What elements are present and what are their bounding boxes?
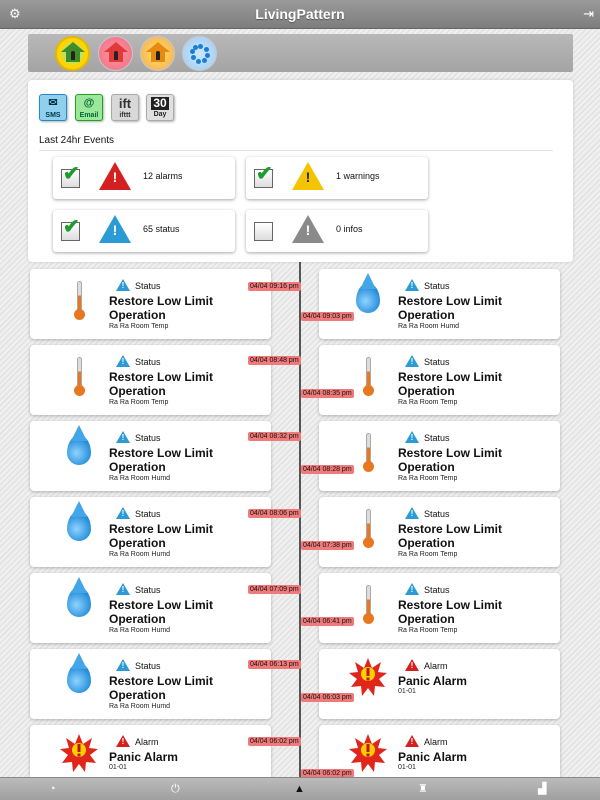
event-type: Status: [424, 585, 450, 595]
event-title: Restore Low Limit Operation: [398, 294, 503, 322]
status-icon: !: [116, 507, 130, 519]
event-timestamp: 04/04 08:32 pm: [250, 433, 299, 440]
event-type: Status: [424, 509, 450, 519]
alarm-icon: !: [405, 735, 419, 747]
event-type: Alarm: [424, 737, 448, 747]
event-timestamp: 04/04 08:35 pm: [303, 390, 352, 397]
event-source: Ra Ra Room Humd: [398, 323, 460, 330]
status-checkbox[interactable]: [61, 216, 80, 241]
event-title: Restore Low Limit Operation: [109, 370, 214, 398]
event-source: Ra Ra Room Temp: [109, 399, 169, 406]
water-drop-icon: [67, 587, 91, 617]
bottom-nav: [0, 777, 600, 800]
event-timestamp: 04/04 07:38 pm: [303, 542, 352, 549]
event-card[interactable]: [319, 573, 560, 643]
dashboard-icon[interactable]: ◔: [49, 783, 56, 795]
event-title: Restore Low Limit Operation: [109, 598, 214, 626]
ifttt-icon: ift: [118, 96, 132, 111]
event-timestamp: 04/04 08:48 pm: [250, 357, 299, 364]
alarm-icon: !: [116, 735, 130, 747]
day-button[interactable]: 30 Day: [146, 94, 174, 121]
event-source: Ra Ra Room Temp: [398, 551, 458, 558]
event-card[interactable]: [30, 649, 271, 719]
divider: [39, 150, 553, 151]
ifttt-button[interactable]: ift ifttt: [111, 94, 139, 121]
away-mode-button[interactable]: [98, 36, 133, 71]
app-title: LivingPattern: [255, 6, 345, 22]
timeline-line: [299, 262, 301, 782]
status-icon: !: [405, 431, 419, 443]
event-card[interactable]: [30, 573, 271, 643]
home-mode-button[interactable]: [55, 36, 90, 71]
warnings-count: 1 warnings: [336, 171, 380, 181]
event-source: Ra Ra Room Temp: [109, 323, 169, 330]
events-summary-card: [28, 80, 573, 262]
panic-burst-icon: [59, 733, 99, 773]
status-icon: !: [116, 583, 130, 595]
infos-filter[interactable]: ! 0 infos: [246, 210, 428, 252]
event-source: Ra Ra Room Temp: [398, 627, 458, 634]
status-icon: !: [116, 279, 130, 291]
alarms-count: 12 alarms: [143, 171, 183, 181]
calendar-icon: 30: [151, 97, 169, 110]
thermometer-icon: [364, 433, 372, 471]
checkmark-icon: ✔: [63, 216, 80, 238]
checkmark-icon: ✔: [256, 163, 273, 185]
event-type: Status: [135, 433, 161, 443]
event-title: Panic Alarm: [398, 674, 467, 688]
event-type: Status: [135, 661, 161, 671]
event-timestamp: 04/04 06:02 pm: [250, 738, 299, 745]
water-drop-icon: [67, 435, 91, 465]
event-title: Restore Low Limit Operation: [398, 370, 503, 398]
panic-burst-icon: [348, 733, 388, 773]
event-card[interactable]: [319, 269, 560, 339]
chart-icon[interactable]: ▟: [538, 783, 547, 795]
event-timestamp: 04/04 08:28 pm: [303, 466, 352, 473]
status-icon: !: [405, 279, 419, 291]
event-timestamp: 04/04 06:13 pm: [250, 661, 299, 668]
status-icon: !: [405, 583, 419, 595]
event-card[interactable]: [319, 497, 560, 567]
event-type: Status: [424, 433, 450, 443]
alarms-checkbox[interactable]: [61, 163, 80, 188]
event-title: Panic Alarm: [398, 750, 467, 764]
event-timestamp: 04/04 06:41 pm: [303, 618, 352, 625]
event-source: 01-01: [398, 764, 416, 771]
event-source: 01-01: [109, 764, 127, 771]
alarms-filter[interactable]: ✔ ! 12 alarms: [53, 157, 235, 199]
mode-selector: [28, 34, 573, 72]
sleep-mode-button[interactable]: [140, 36, 175, 71]
event-type: Alarm: [135, 737, 159, 747]
top-bar: [0, 0, 600, 29]
event-timestamp: 04/04 06:02 pm: [303, 770, 352, 777]
event-title: Restore Low Limit Operation: [109, 674, 214, 702]
event-timestamp: 04/04 07:09 pm: [250, 586, 299, 593]
event-source: Ra Ra Room Humd: [109, 703, 171, 710]
water-drop-icon: [67, 511, 91, 541]
email-icon: @: [83, 97, 95, 109]
water-drop-icon: [67, 663, 91, 693]
warnings-filter[interactable]: ✔ ! 1 warnings: [246, 157, 428, 199]
water-drop-icon: [356, 283, 380, 313]
spinner-mode-button[interactable]: [182, 36, 217, 71]
event-source: Ra Ra Room Humd: [109, 627, 171, 634]
event-title: Restore Low Limit Operation: [109, 446, 214, 474]
email-button[interactable]: @ Email: [75, 94, 103, 121]
event-card[interactable]: [319, 421, 560, 491]
warnings-checkbox[interactable]: [254, 163, 273, 188]
event-timestamp: 04/04 09:16 pm: [250, 283, 299, 290]
alarm-icon: !: [405, 659, 419, 671]
event-source: Ra Ra Room Temp: [398, 399, 458, 406]
status-icon: !: [405, 507, 419, 519]
event-title: Restore Low Limit Operation: [109, 294, 214, 322]
panic-burst-icon: [348, 657, 388, 697]
event-source: Ra Ra Room Temp: [398, 475, 458, 482]
event-timestamp: 04/04 06:03 pm: [303, 694, 352, 701]
event-type: Status: [135, 509, 161, 519]
event-card[interactable]: [30, 421, 271, 491]
event-source: Ra Ra Room Humd: [109, 551, 171, 558]
event-type: Alarm: [424, 661, 448, 671]
events-heading: Last 24hr Events: [39, 135, 115, 146]
event-type: Status: [424, 281, 450, 291]
sms-button[interactable]: ✉ SMS: [39, 94, 67, 121]
event-card[interactable]: [30, 345, 271, 415]
event-title: Restore Low Limit Operation: [398, 598, 503, 626]
alerts-icon[interactable]: ▲: [294, 783, 305, 795]
power-icon[interactable]: ⏻: [171, 783, 180, 795]
infos-checkbox[interactable]: [254, 222, 273, 241]
event-card[interactable]: [319, 345, 560, 415]
thermometer-icon: [364, 357, 372, 395]
status-icon: !: [116, 659, 130, 671]
event-title: Panic Alarm: [109, 750, 178, 764]
infos-count: 0 infos: [336, 224, 363, 234]
gear-icon[interactable]: ⚙: [9, 6, 21, 21]
event-title: Restore Low Limit Operation: [398, 522, 503, 550]
status-icon: !: [405, 355, 419, 367]
status-icon: !: [116, 355, 130, 367]
event-type: Status: [424, 357, 450, 367]
thermometer-icon: [75, 357, 83, 395]
event-title: Restore Low Limit Operation: [109, 522, 214, 550]
thermometer-icon: [75, 281, 83, 319]
event-source: 01-01: [398, 688, 416, 695]
event-title: Restore Low Limit Operation: [398, 446, 503, 474]
logout-icon[interactable]: ⇥: [583, 6, 594, 21]
event-type: Status: [135, 357, 161, 367]
sleep-mode-icon: [148, 45, 168, 63]
event-card[interactable]: [30, 269, 271, 339]
thermometer-icon: [364, 509, 372, 547]
event-timestamp: 04/04 08:06 pm: [250, 510, 299, 517]
event-source: Ra Ra Room Humd: [109, 475, 171, 482]
spinner-icon: [190, 44, 210, 64]
event-type: Status: [135, 281, 161, 291]
fire-extinguisher-icon[interactable]: ♜: [418, 783, 428, 795]
event-type: Status: [135, 585, 161, 595]
status-filter[interactable]: ✔ ! 65 status: [53, 210, 235, 252]
status-icon: !: [116, 431, 130, 443]
event-card[interactable]: [30, 497, 271, 567]
home-mode-icon: [63, 45, 83, 63]
status-count: 65 status: [143, 224, 180, 234]
sms-icon: ✉: [48, 97, 58, 109]
checkmark-icon: ✔: [63, 163, 80, 185]
event-timestamp: 04/04 09:03 pm: [303, 313, 352, 320]
event-card[interactable]: [319, 649, 560, 719]
thermometer-icon: [364, 585, 372, 623]
away-mode-icon: [106, 45, 126, 63]
